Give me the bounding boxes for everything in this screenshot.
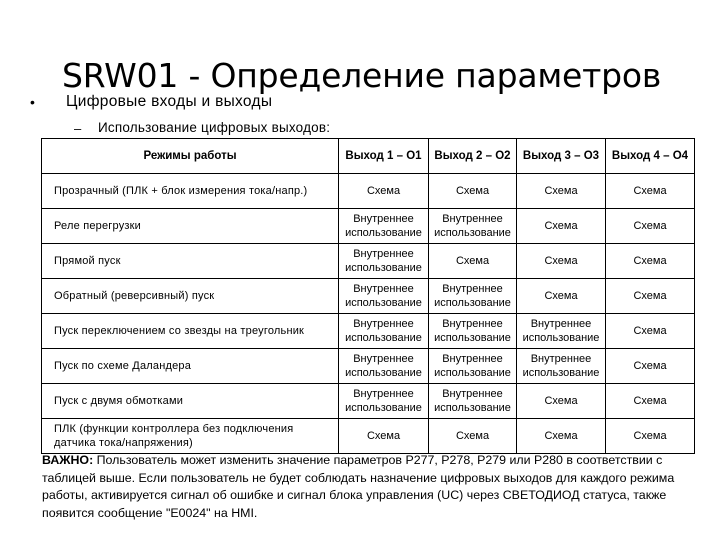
output-3-cell: Схема xyxy=(517,419,606,454)
header-output-2: Выход 2 – O2 xyxy=(429,139,517,174)
output-2-cell: Внутреннее использование xyxy=(429,349,517,384)
table-header-row xyxy=(42,139,695,174)
output-2-cell: Внутреннее использование xyxy=(429,314,517,349)
table-row xyxy=(42,384,695,419)
output-4-cell: Схема xyxy=(606,244,695,279)
output-4-cell: Схема xyxy=(606,384,695,419)
output-4-cell: Схема xyxy=(606,209,695,244)
bullet-dot: • xyxy=(30,94,35,110)
mode-cell: Прозрачный (ПЛК + блок измерения тока/напр.) xyxy=(42,174,339,209)
note-text: Пользователь может изменить значение параметров P277, P278, P279 или P280 в соответствии с таблицей выше. Если пользователь не будет соблюдать назначение цифровых выходов для каждого режима работы, активируется сигнал об ошибке и сигнал блока управления (UC) через СВЕТОДИОД статуса, также появится сообщение "E0024" на HMI. xyxy=(42,453,675,520)
output-2-cell: Внутреннее использование xyxy=(429,384,517,419)
mode-cell: ПЛК (функции контроллера без подключения датчика тока/напряжения) xyxy=(42,419,339,454)
output-2-cell: Схема xyxy=(429,174,517,209)
sub-bullet-text: Использование цифровых выходов: xyxy=(98,120,331,135)
table-row xyxy=(42,314,695,349)
output-4-cell: Схема xyxy=(606,279,695,314)
header-output-3: Выход 3 – O3 xyxy=(517,139,606,174)
output-2-cell: Схема xyxy=(429,419,517,454)
output-3-cell: Схема xyxy=(517,244,606,279)
table-row xyxy=(42,279,695,314)
output-4-cell: Схема xyxy=(606,174,695,209)
mode-cell: Прямой пуск xyxy=(42,244,339,279)
header-output-1: Выход 1 – O1 xyxy=(339,139,429,174)
mode-cell: Пуск с двумя обмотками xyxy=(42,384,339,419)
sub-bullet-dash: – xyxy=(74,121,82,136)
output-2-cell: Внутреннее использование xyxy=(429,279,517,314)
output-3-cell: Схема xyxy=(517,279,606,314)
table-row xyxy=(42,244,695,279)
table-row xyxy=(42,209,695,244)
output-1-cell: Схема xyxy=(339,174,429,209)
slide-title: SRW01 - Определение параметров xyxy=(62,56,662,95)
bullet-text: Цифровые входы и выходы xyxy=(66,93,273,110)
output-2-cell: Внутреннее использование xyxy=(429,209,517,244)
important-note xyxy=(42,452,702,522)
output-4-cell: Схема xyxy=(606,349,695,384)
mode-cell: Реле перегрузки xyxy=(42,209,339,244)
table-row xyxy=(42,349,695,384)
output-1-cell: Внутреннее использование xyxy=(339,209,429,244)
output-1-cell: Внутреннее использование xyxy=(339,384,429,419)
output-3-cell: Схема xyxy=(517,174,606,209)
mode-cell: Обратный (реверсивный) пуск xyxy=(42,279,339,314)
output-1-cell: Внутреннее использование xyxy=(339,244,429,279)
header-mode: Режимы работы xyxy=(42,139,339,174)
output-1-cell: Внутреннее использование xyxy=(339,349,429,384)
output-3-cell: Внутреннее использование xyxy=(517,314,606,349)
digital-outputs-table xyxy=(41,138,695,454)
mode-cell: Пуск по схеме Даландера xyxy=(42,349,339,384)
output-1-cell: Внутреннее использование xyxy=(339,279,429,314)
table-row xyxy=(42,174,695,209)
table-row xyxy=(42,419,695,454)
output-1-cell: Внутреннее использование xyxy=(339,314,429,349)
mode-cell: Пуск переключением со звезды на треугольник xyxy=(42,314,339,349)
header-output-4: Выход 4 – O4 xyxy=(606,139,695,174)
note-label: ВАЖНО: xyxy=(42,453,94,467)
output-3-cell: Схема xyxy=(517,384,606,419)
output-3-cell: Схема xyxy=(517,209,606,244)
output-2-cell: Схема xyxy=(429,244,517,279)
output-4-cell: Схема xyxy=(606,419,695,454)
output-3-cell: Внутреннее использование xyxy=(517,349,606,384)
output-1-cell: Схема xyxy=(339,419,429,454)
output-4-cell: Схема xyxy=(606,314,695,349)
